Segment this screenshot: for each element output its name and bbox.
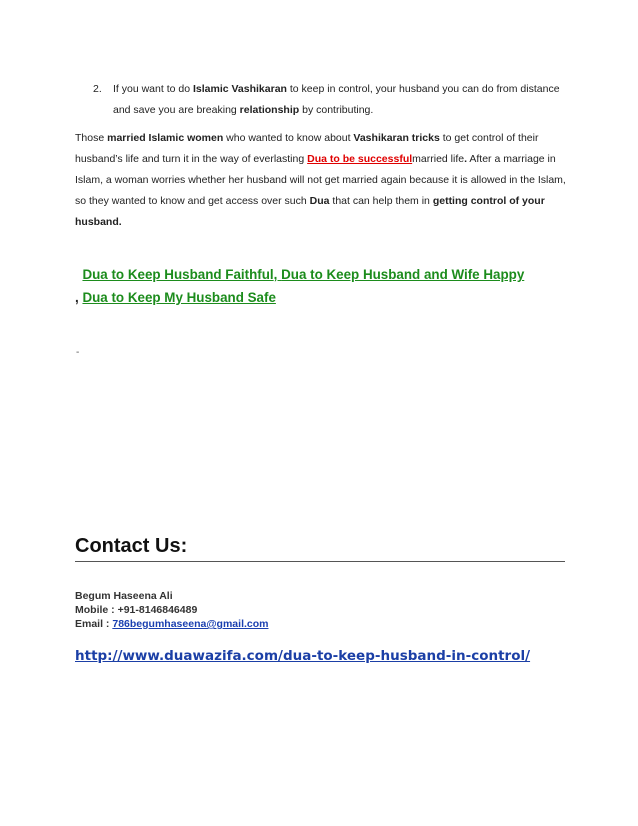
contact-info (75, 589, 269, 631)
link-separator-1: , (273, 267, 282, 282)
para-text-4: married life (412, 153, 465, 165)
contact-name: Begum Haseena Ali (75, 590, 173, 602)
link-husband-wife-happy[interactable]: Dua to Keep Husband and Wife Happy (281, 267, 525, 282)
para-bold-2: Vashikaran tricks (353, 132, 440, 144)
body-paragraph (75, 128, 575, 233)
email-link[interactable]: 786begumhaseena@gmail.com (112, 618, 269, 630)
contact-heading: Contact Us: (75, 535, 188, 557)
dua-success-link[interactable]: Dua to be successful (307, 153, 413, 165)
list-number: 2. (93, 83, 102, 95)
link-separator-2: , (75, 290, 83, 305)
numbered-list-item (93, 79, 563, 121)
para-text-6: that can help them in (329, 195, 433, 207)
link-husband-faithful[interactable]: Dua to Keep Husband Faithful (82, 267, 274, 282)
website-link[interactable]: http://www.duawazifa.com/dua-to-keep-husband-in-control/ (75, 648, 531, 664)
list-bold-2: relationship (239, 104, 300, 116)
list-text-2: to keep in control, your husband you can do from distance and save you are breaking (113, 83, 560, 116)
para-text-5: After a marriage in Islam, a woman worries whether her husband will not get married again because it is allowed in the Islam, so they wanted to know and get access over such (75, 153, 566, 207)
contact-email-row (75, 617, 269, 631)
heading-divider (75, 561, 565, 562)
para-bold-5: getting control of your husband. (75, 195, 545, 228)
list-text-1: If you want to do (113, 83, 193, 95)
list-bold-1: Islamic Vashikaran (192, 83, 287, 95)
para-bold-4: Dua (309, 195, 330, 207)
dash-mark: - (76, 347, 80, 358)
contact-mobile: Mobile : +91-8146846489 (75, 604, 198, 616)
list-text-3: by contributing. (299, 104, 374, 116)
link-husband-safe[interactable]: Dua to Keep My Husband Safe (82, 290, 276, 305)
related-links (75, 263, 575, 309)
para-bold-3: . (464, 153, 468, 165)
para-bold-1: married Islamic women (107, 132, 224, 144)
para-text-3: to get control of their husband’s life and turn it in the way of everlasting (75, 132, 539, 165)
para-text-1: Those (75, 132, 108, 144)
list-item-text (113, 79, 563, 121)
para-text-2: who wanted to know about (223, 132, 354, 144)
email-label: Email : (75, 618, 113, 630)
